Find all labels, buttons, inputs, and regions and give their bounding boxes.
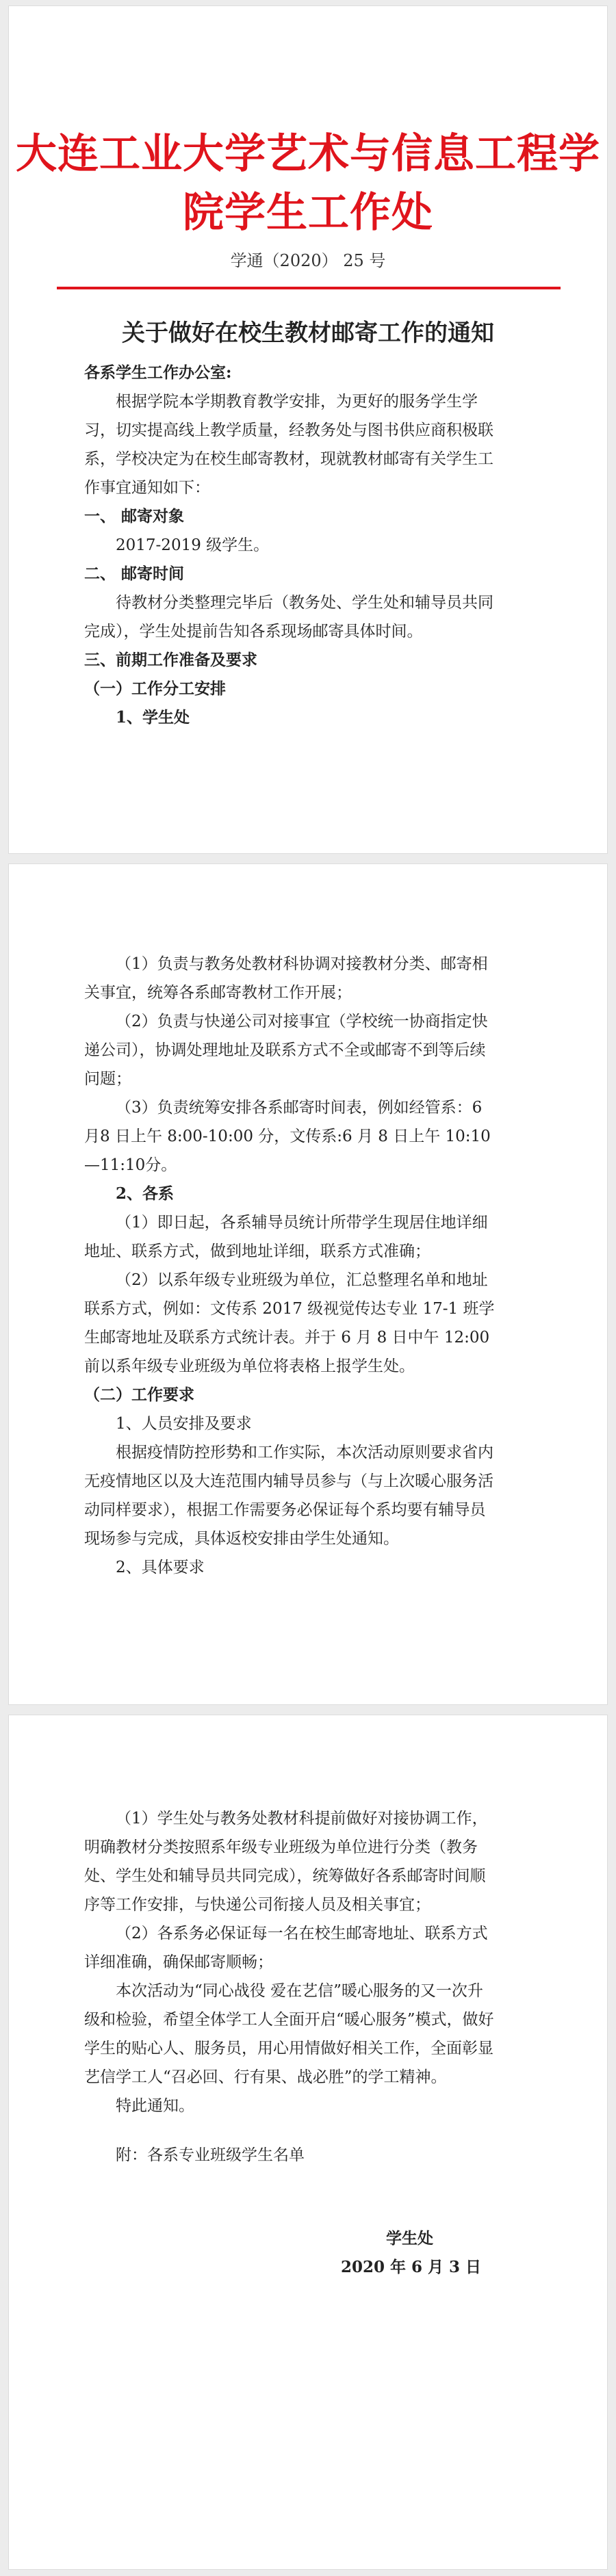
requirement-1-body: 根据疫情防控形势和工作实际，本次活动原则要求省内无疫情地区以及大连范围内辅导员参与（与上次暖心服务活动同样要求），根据工作需要务必保证每个系均要有辅导员现场参与完成，具体返校安排由学生处通知。 — [84, 1444, 493, 1548]
signature: 学生处 — [386, 2229, 433, 2248]
requirement-2-title: 2、具体要求 — [116, 1559, 205, 1576]
document-page-3 — [8, 1715, 608, 2570]
page-3-body — [84, 1804, 495, 2282]
section-2-title: 二、 邮寄时间 — [84, 564, 185, 583]
subsection-2-title: （二）工作要求 — [84, 1385, 194, 1404]
section-3-title: 三、前期工作准备及要求 — [84, 651, 257, 669]
paragraph: （3）负责统筹安排各系邮寄时间表，例如经管系：6 月8 日上午 8:00-10:00 分，文传系:6 月 8 日上午 10:10—11:10分。 — [84, 1099, 491, 1174]
org-title-banner: 大连工业大学艺术与信息工程学院学生工作处 — [16, 130, 600, 237]
subsection-1-item-1: 1、学生处 — [116, 708, 190, 727]
doc-title: 关于做好在校生教材邮寄工作的通知 — [122, 320, 494, 347]
issue-date: 2020 年 6 月 3 日 — [340, 2258, 481, 2276]
requirement-1-title: 1、人员安排及要求 — [116, 1415, 252, 1433]
closing-line: 特此通知。 — [116, 2097, 194, 2115]
paragraph: 本次活动为“同心战役 爱在艺信”暖心服务的又一次升级和检验，希望全体学工人全面开启“暖心服务”模式，做好学生的贴心人、服务员，用心用情做好相关工作，全面彰显艺信学工人“召必回、行有果、战必胜”的学工精神。 — [84, 1982, 494, 2086]
paragraph: （1）学生处与教务处教材科提前做好对接协调工作，明确教材分类按照系年级专业班级为单位进行分类（教务处、学生处和辅导员共同完成），统筹做好各系邮寄时间顺序等工作安排，与快递公司衔接人员及相关事宜； — [84, 1810, 488, 1914]
red-divider — [57, 287, 561, 289]
doc-number: 学通（2020） 25 号 — [230, 251, 386, 270]
page-1-body — [84, 359, 495, 732]
page-2-body — [84, 950, 495, 1582]
salutation: 各系学生工作办公室: — [84, 363, 232, 382]
section-1-title: 一、 邮寄对象 — [84, 507, 185, 525]
paragraph: （2）负责与快递公司对接事宜（学校统一协商指定快递公司），协调处理地址及联系方式不全或邮寄不到等后续问题； — [84, 1013, 488, 1088]
section-2-body: 待教材分类整理完毕后（教务处、学生处和辅导员共同完成），学生处提前告知各系现场邮寄具体时间。 — [84, 594, 493, 640]
intro-paragraph: 根据学院本学期教育教学安排，为更好的服务学生学习，切实提高线上教学质量，经教务处与图书供应商积极联系，学校决定为在校生邮寄教材，现就教材邮寄有关学生工作事宜通知如下： — [84, 393, 493, 497]
paragraph: （1）负责与教务处教材科协调对接教材分类、邮寄相关事宜，统筹各系邮寄教材工作开展； — [84, 955, 488, 1002]
subsection-1-title: （一）工作分工安排 — [84, 679, 226, 698]
paragraph: （1）即日起，各系辅导员统计所带学生现居住地详细地址、联系方式，做到地址详细，联系方式准确； — [84, 1214, 488, 1260]
paragraph: （2）各系务必保证每一名在校生邮寄地址、联系方式详细准确，确保邮寄顺畅； — [84, 1925, 488, 1971]
document-page-2 — [8, 863, 608, 1705]
paragraph: （2）以系年级专业班级为单位，汇总整理名单和地址联系方式，例如：文传系 2017 级视觉传达专业 17-1 班学生邮寄地址及联系方式统计表。并于 6 月 8 日中午 12:00 前以系年级专业班级为单位将表格上报学生处。 — [84, 1271, 495, 1375]
subsection-item-2: 2、各系 — [116, 1184, 175, 1203]
section-1-body: 2017-2019 级学生。 — [116, 536, 270, 554]
document-page-1 — [8, 5, 608, 854]
attachment-note: 附：各系专业班级学生名单 — [116, 2146, 305, 2164]
